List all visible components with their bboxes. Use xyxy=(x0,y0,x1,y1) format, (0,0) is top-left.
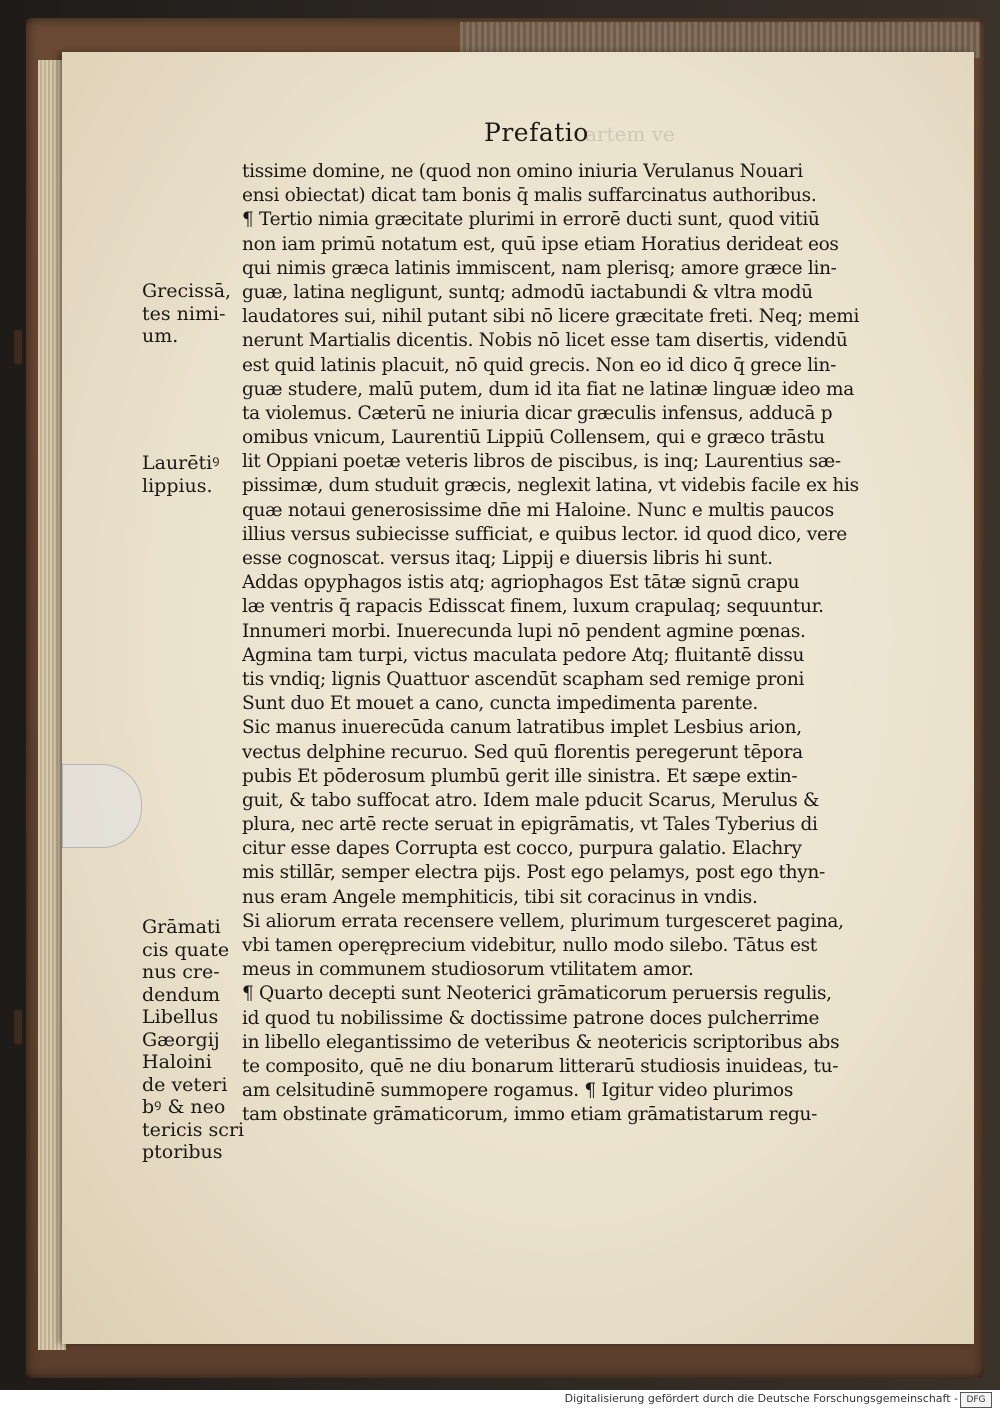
text-line: am celsitudinē summopere rogamus. ¶ Igitur video plurimos xyxy=(242,1080,794,1102)
text-line: meus in communem studiosorum vtilitatem amor. xyxy=(242,959,694,981)
margin-note-line: Grecissā, xyxy=(142,280,232,302)
text-line: Addas opyphagos istis atq; agriophagos Est tātæ signū crapu xyxy=(242,572,800,594)
text-line: lit Oppiani poetæ veteris libros de piscibus, is inq; Laurentius sæ- xyxy=(242,451,841,473)
page-header: Prefatio xyxy=(484,118,589,147)
text-line: guæ studere, malū putem, dum id ita fiat ne latinæ linguæ ideo ma xyxy=(242,378,854,400)
footer-credit: Digitalisierung gefördert durch die Deutsche Forschungsgemeinschaft - xyxy=(564,1392,958,1405)
text-line: ta violemus. Cæterū ne iniuria dicar græculis infensus, adducā p xyxy=(242,402,833,424)
text-line: id quod tu nobilissime & doctissime patrone doces pulcherrime xyxy=(242,1007,820,1029)
margin-note-line: de veteri xyxy=(142,1073,228,1096)
margin-note-line: dendum xyxy=(142,983,221,1006)
text-line: pissimæ, dum studuit græcis, neglexit latina, vt videbis facile ex his xyxy=(242,475,859,497)
margin-note-laurentius xyxy=(142,452,242,497)
text-line: tam obstinate grāmaticorum, immo etiam grāmatistarum regu- xyxy=(242,1104,818,1126)
text-line: omibus vnicum, Laurentiū Lippiū Collensem, qui e græco trāstu xyxy=(242,427,825,449)
text-line: te composito, quē ne diu bonarum litterarū studiosis inuideas, tu- xyxy=(242,1055,839,1077)
text-line: esse cognoscat. versus itaq; Lippij e diuersis libris hi sunt. xyxy=(242,548,773,569)
text-line: pubis Et pōderosum plumbū gerit ille sinistra. Et sæpe extin- xyxy=(242,765,798,787)
dfg-logo[interactable]: DFG xyxy=(960,1392,992,1408)
text-line: citur esse dapes Corrupta est cocco, purpura galatio. Elachry xyxy=(242,838,802,860)
text-line: vbi tamen operęprecium videbitur, nullo modo silebo. Tātus est xyxy=(242,935,817,956)
body-text xyxy=(242,160,882,1128)
clasp-bottom xyxy=(14,1010,22,1044)
margin-note-line: nus cre- xyxy=(142,961,220,983)
text-line: plura, nec artē recte seruat in epigrāmatis, vt Tales Tyberius di xyxy=(242,814,818,836)
text-line: Innumeri morbi. Inuerecunda lupi nō pendent agmine pœnas. xyxy=(242,620,806,642)
text-line: guit, & tabo suffocat atro. Idem male pducit Scarus, Merulus & xyxy=(242,789,820,811)
text-line: est quid latinis placuit, nō quid grecis. Non eo id dico q̄ grece lin- xyxy=(242,354,837,376)
margin-note-line: cis quate xyxy=(142,938,230,961)
text-line: tis vndiq; lignis Quattuor ascendūt scapham sed remige proni xyxy=(242,668,805,690)
margin-note-line: tericis scri xyxy=(142,1118,245,1141)
bleed-through-text: artem ve xyxy=(585,122,675,146)
margin-note-gramaticis xyxy=(142,916,245,1164)
margin-note-line: Libellus xyxy=(142,1006,219,1028)
margin-note-line: Laurētiꝰ xyxy=(142,452,220,474)
text-line: Agmina tam turpi, victus maculata pedore Atq; fluitantē dissu xyxy=(242,644,805,666)
text-line: qui nimis græca latinis immiscent, nam plerisq; amore græce lin- xyxy=(242,257,837,279)
margin-note-grecissantes xyxy=(142,280,242,348)
clasp-top xyxy=(14,330,22,364)
text-line: nus eram Angele memphiticis, tibi sit coracinus in vndis. xyxy=(242,886,758,908)
text-line: in libello elegantissimo de veteribus & neotericis scriptoribus abs xyxy=(242,1031,840,1053)
margin-note-line: um. xyxy=(142,325,179,347)
margin-note-line: Grāmati xyxy=(142,916,221,938)
text-line: quæ notaui generosissime dn̄e mi Haloine. Nunc e multis paucos xyxy=(242,499,834,521)
page-clip xyxy=(62,764,142,848)
text-line: nerunt Martialis dicentis. Nobis nō licet esse tam disertis, videndū xyxy=(242,330,848,352)
text-line: mis stillār, semper electra pijs. Post ego pelamys, post ego thyn- xyxy=(242,862,825,884)
text-line: illius versus subiecisse sufficiat, e quibus lector. id quod dico, vere xyxy=(242,523,847,545)
margin-note-line: tes nimi- xyxy=(142,302,226,325)
text-line: Sic manus inuerecūda canum latratibus implet Lesbius arion, xyxy=(242,717,802,739)
margin-note-line: bꝰ & neo xyxy=(142,1096,226,1118)
text-line: vectus delphine recuruo. Sed quū florentis peregerunt tēpora xyxy=(242,741,803,763)
text-line: tissime domine, ne (quod non omino iniuria Verulanus Nouari xyxy=(242,161,803,182)
text-line: Sunt duo Et mouet a cano, cuncta impedimenta parente. xyxy=(242,693,758,715)
margin-note-line: lippius. xyxy=(142,474,213,497)
text-line: laudatores sui, nihil putant sibi nō licere græcitate freti. Neq; memi xyxy=(242,306,860,328)
margin-note-line: Haloini xyxy=(142,1051,212,1073)
text-line: læ ventris q̄ rapacis Edisscat finem, luxum crapulaq; sequuntur. xyxy=(242,596,824,618)
text-line: guæ, latina negligunt, suntq; admodū iactabundi & vltra modū xyxy=(242,281,813,303)
text-line: ¶ Quarto decepti sunt Neoterici grāmaticorum peruersis regulis, xyxy=(242,983,832,1005)
text-line: ¶ Tertio nimia græcitate plurimi in errorē ducti sunt, quod vitiū xyxy=(242,209,820,231)
margin-note-line: Gæorgij xyxy=(142,1028,220,1051)
text-line: Si aliorum errata recensere vellem, plurimum turgesceret pagina, xyxy=(242,910,844,932)
margin-note-line: ptoribus xyxy=(142,1141,223,1163)
text-line: non iam primū notatum est, quū ipse etiam Horatius derideat eos xyxy=(242,233,839,255)
text-line: ensi obiectat) dicat tam bonis q̄ malis suffarcinatus authoribus. xyxy=(242,185,817,207)
